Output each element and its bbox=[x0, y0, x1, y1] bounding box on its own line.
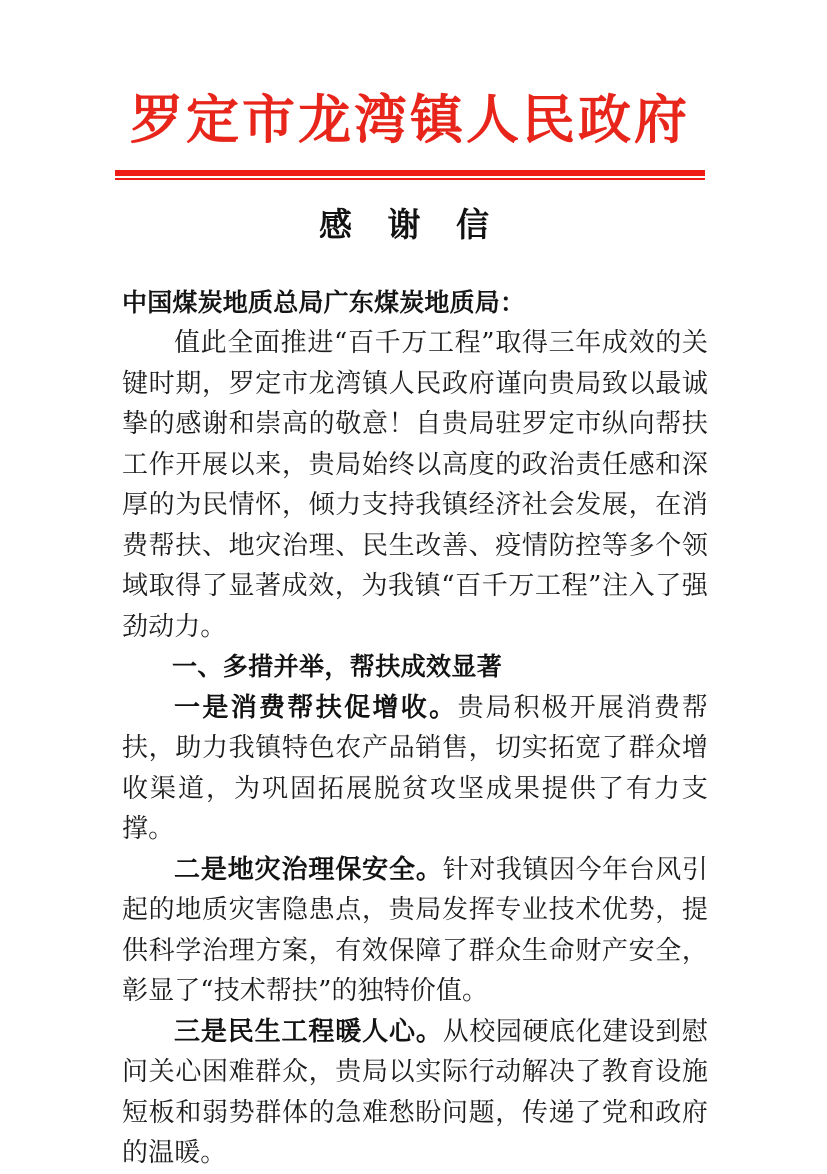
paragraph-text: 值此全面推进“百千万工程”取得三年成效的关键时期，罗定市龙湾镇人民政府谨向贵局致以最诚挚的感谢和崇高的敬意！自贵局驻罗定市纵向帮扶工作开展以来，贵局始终以高度的政治责任感和深厚的为民情怀，倾力支持我镇经济社会发展，在消费帮扶、地灾治理、民生改善、疫情防控等多个领域取得了显著成效，为我镇“百千万工程”注入了强劲动力。 bbox=[122, 328, 708, 642]
paragraph-point-two bbox=[122, 850, 708, 1012]
paragraph-text: 从校园硬底化建设到慰问关心困难群众，贵局以实际行动解决了教育设施短板和弱势群体的急难愁盼问题，传递了党和政府的温暖。 bbox=[122, 1016, 708, 1168]
paragraph-point-three bbox=[122, 1012, 708, 1174]
letterhead bbox=[115, 88, 705, 152]
paragraph-text: 贵局积极开展消费帮扶，助力我镇特色农产品销售，切实拓宽了群众增收渠道，为巩固拓展脱贫攻坚成果提供了有力支撑。 bbox=[122, 692, 708, 844]
letterhead-organization-title: 罗定市龙湾镇人民政府 bbox=[130, 89, 690, 151]
point-lead-label: 三是民生工程暖人心。 bbox=[174, 1016, 443, 1047]
letterhead-red-double-rule bbox=[115, 170, 705, 180]
paragraph-opening bbox=[122, 323, 708, 647]
point-lead-label: 一是消费帮扶促增收。 bbox=[174, 692, 458, 723]
document-body bbox=[122, 283, 708, 1174]
document-title: 感 谢 信 bbox=[319, 205, 501, 244]
paragraph-text: 针对我镇因今年台风引起的地质灾害隐患点，贵局发挥专业技术优势，提供科学治理方案，有效保障了群众生命财产安全，彰显了“技术帮扶”的独特价值。 bbox=[122, 854, 708, 1006]
salutation: 中国煤炭地质总局广东煤炭地质局： bbox=[122, 288, 526, 317]
paragraph-point-one bbox=[122, 688, 708, 850]
point-lead-label: 二是地灾治理保安全。 bbox=[174, 854, 443, 885]
section-heading-one: 一、多措并举，帮扶成效显著 bbox=[172, 652, 503, 681]
rule-thin-line bbox=[115, 178, 705, 180]
